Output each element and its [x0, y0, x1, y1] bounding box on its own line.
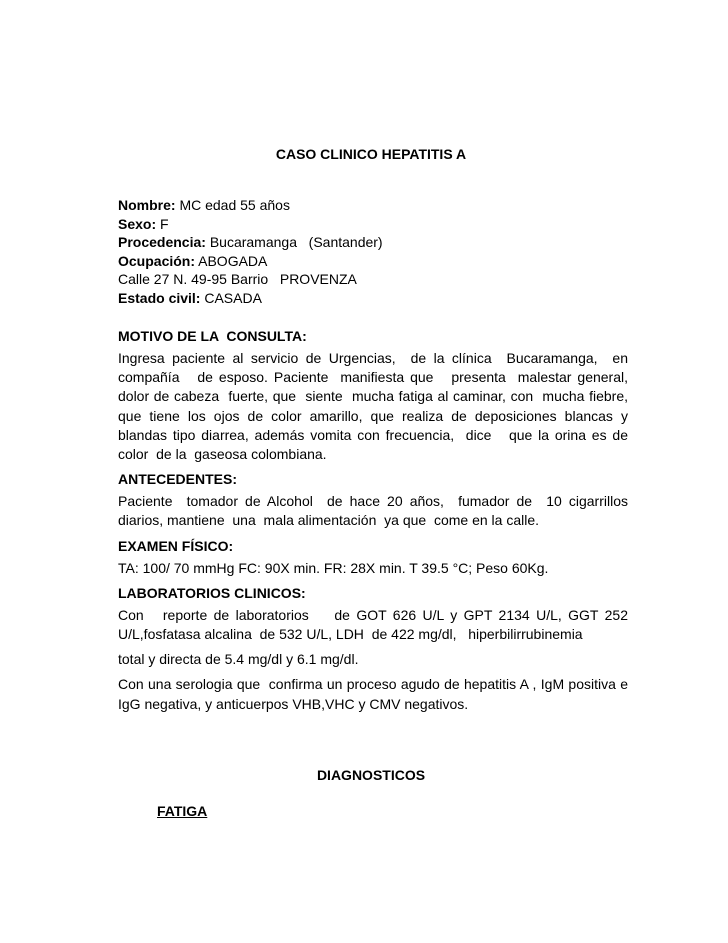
- motivo-heading: MOTIVO DE LA CONSULTA:: [118, 328, 307, 344]
- laboratorios-heading: LABORATORIOS CLINICOS:: [118, 584, 306, 601]
- origin-value: Bucaramanga (Santander): [205, 234, 383, 250]
- laboratorios-text-3: Con una serologia que confirma un proceso agudo de hepatitis A , IgM positiva e IgG negativa, y anticuerpos VHB,VHC y CMV negativos.: [118, 676, 632, 712]
- patient-address-line: Calle 27 N. 49-95 Barrio PROVENZA: [118, 271, 357, 287]
- laboratorios-text-2: total y directa de 5.4 mg/dl y 6.1 mg/dl.: [118, 651, 359, 668]
- antecedentes-heading: ANTECEDENTES:: [118, 471, 238, 488]
- patient-civil-status-line: [118, 289, 628, 308]
- name-label: Nombre:: [118, 197, 176, 213]
- patient-occupation-line: [118, 252, 628, 271]
- patient-origin-line: [118, 233, 628, 252]
- name-value: MC edad 55 años: [175, 197, 290, 213]
- sex-label: Sexo:: [118, 215, 157, 232]
- document-body: [118, 196, 632, 714]
- occupation-label: Ocupación:: [118, 252, 196, 269]
- diagnostico-item-fatiga: FATIGA: [157, 803, 208, 819]
- examen-text: TA: 100/ 70 mmHg FC: 90X min. FR: 28X min. T 39.5 °C; Peso 60Kg.: [118, 559, 549, 576]
- patient-sex-line: [118, 215, 628, 234]
- examen-heading: EXAMEN FÍSICO:: [118, 537, 234, 554]
- civil-status-value: CASADA: [200, 289, 262, 306]
- antecedentes-text: Paciente tomador de Alcohol de hace 20 años, fumador de 10 cigarrillos diarios, mantiene una mala alimentación ya que come en la calle.: [118, 493, 632, 529]
- origin-label: Procedencia:: [118, 234, 206, 250]
- motivo-text: Ingresa paciente al servicio de Urgencias, de la clínica Bucaramanga, en compañía de esposo. Paciente manifiesta que presenta malestar general, dolor de cabeza fuerte, que siente mucha fatiga al caminar, con mucha fiebre, que tiene los ojos de color amarillo, que realiza de deposiciones blancas y blandas tipo diarrea, además vomita con frecuencia, dice que la orina es de color de la gaseosa colombiana.: [118, 350, 632, 463]
- document-title: CASO CLINICO HEPATITIS A: [275, 146, 467, 162]
- occupation-value: ABOGADA: [195, 252, 268, 269]
- patient-name-line: [118, 196, 628, 215]
- civil-status-label: Estado civil:: [118, 289, 201, 306]
- laboratorios-text-1: Con reporte de laboratorios de GOT 626 U/L y GPT 2134 U/L, GGT 252 U/L,fosfatasa alcalina de 532 U/L, LDH de 422 mg/dl, hiperbilirrubinemia: [118, 606, 632, 643]
- sex-value: F: [156, 215, 169, 232]
- diagnosticos-heading: DIAGNOSTICOS: [316, 767, 426, 783]
